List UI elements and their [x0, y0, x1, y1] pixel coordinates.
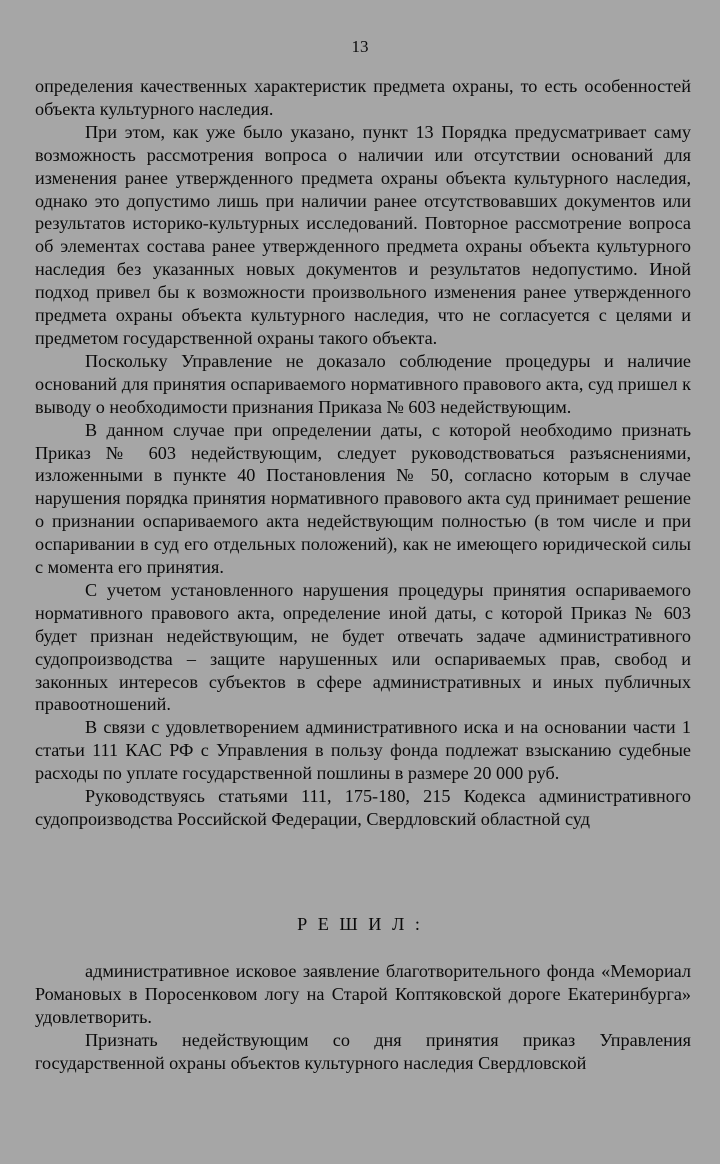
paragraph-conclusion: Поскольку Управление не доказало соблюдение процедуры и наличие оснований для принятия оспариваемого нормативного правового акта, суд пришел к выводу о необходимости признания Приказа № 603 недействующим. [35, 350, 691, 417]
page-number: 13 [351, 37, 369, 56]
paragraph-violation: С учетом установленного нарушения процедуры принятия оспариваемого нормативного правового акта, определение иной даты, с которой Приказ № 603 будет признан недействующим, не будет отвечать задаче административного судопроизводства – защите нарушенных или оспариваемых прав, свобод и законных интересов субъектов в сфере административных и иных публичных правоотношений. [35, 579, 691, 715]
paragraph-date: В данном случае при определении даты, с которой необходимо признать Приказ № 603 недействующим, следует руководствоваться разъяснениями, изложенными в пункте 40 Постановления № 50, согласно которым в случае нарушения порядка принятия нормативного правового акта суд принимает решение о признании оспариваемого акта недействующим полностью (в том числе и при оспаривании в суд его отдельных положений), как не имеющего юридической силы с момента его принятия. [35, 419, 691, 578]
paragraph-guided-by: Руководствуясь статьями 111, 175-180, 215 Кодекса административного судопроизводства Российской Федерации, Свердловский областной суд [35, 786, 691, 829]
decision-paragraph-invalidate: Признать недействующим со дня принятия приказ Управления государственной охраны объектов культурного наследия Свердловской [35, 1029, 691, 1073]
decision-paragraph-satisfy: административное исковое заявление благотворительного фонда «Мемориал Романовых в Поросенковом логу на Старой Коптяковской дороге Екатеринбурга» удовлетворить. [35, 961, 691, 1027]
paragraph-costs: В связи с удовлетворением административного иска и на основании части 1 статьи 111 КАС РФ с Управления в пользу фонда подлежат взысканию судебные расходы по уплате государственной пошлины в размере 20 000 руб. [35, 717, 691, 784]
decision-text [35, 960, 691, 1075]
paragraph-continuation: определения качественных характеристик предмета охраны, то есть особенностей объекта культурного наследия. [35, 76, 691, 119]
paragraph-procedure: При этом, как уже было указано, пункт 13 Порядка предусматривает саму возможность рассмотрения вопроса о наличии или отсутствии оснований для изменения ранее утвержденного предмета охраны объекта культурного наследия, однако это допустимо лишь при наличии ранее отсутствовавших документов или результатов историко-культурных исследований. Повторное рассмотрение вопроса об элементах состава ранее утвержденного предмета охраны объекта культурного наследия без указанных новых документов и результатов недопустимо. Иной подход привел бы к возможности произвольного изменения ранее утвержденного предмета охраны объекта культурного наследия, что не согласуется с целями и предметом государственной охраны такого объекта. [35, 121, 691, 348]
body-text [35, 75, 691, 831]
decision-heading: Р Е Ш И Л : [297, 914, 423, 934]
